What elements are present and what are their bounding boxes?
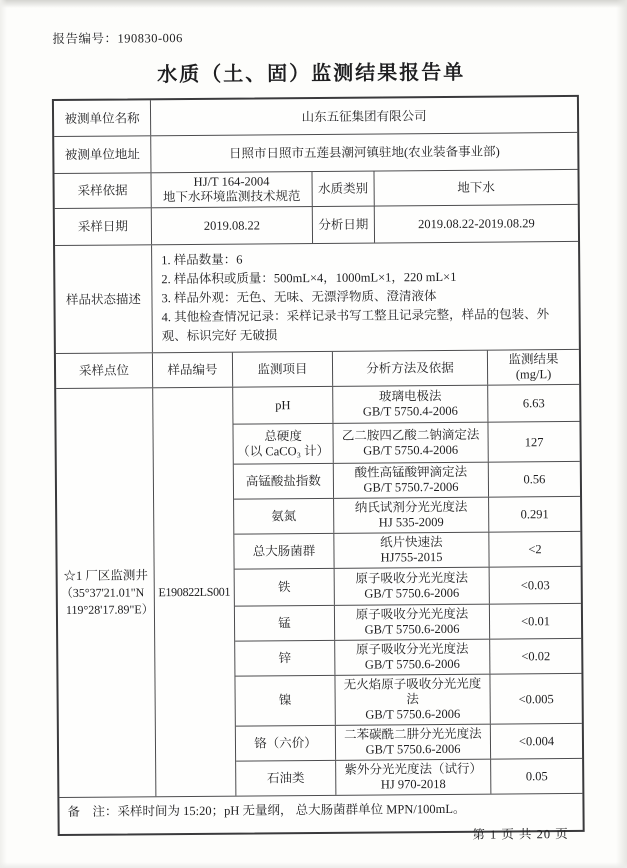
item-cell xyxy=(234,499,334,534)
method-name: 原子吸收分光光度法 xyxy=(355,641,469,657)
sampling-point-cell xyxy=(56,388,156,797)
method-name: 无火焰原子吸收分光光度法 xyxy=(343,676,482,707)
method-cell xyxy=(335,568,490,605)
sample-state-description xyxy=(152,242,579,352)
field-label: 样品状态描述 xyxy=(55,245,153,353)
method-standard: GB/T 5750.6-2006 xyxy=(364,656,460,672)
field-label: 采样日期 xyxy=(55,208,152,245)
row-sample-state xyxy=(55,242,579,354)
header-sampling-point: 采样点位 xyxy=(56,353,153,388)
row-dates xyxy=(55,205,578,246)
result-cell: 0.291 xyxy=(520,507,549,522)
report-number: 报告编号：190830-006 xyxy=(52,31,183,47)
method-cell xyxy=(334,533,489,568)
result-row xyxy=(233,385,579,425)
scan-edge-right xyxy=(616,0,627,868)
header-result xyxy=(488,350,579,385)
method-cell xyxy=(335,640,490,675)
state-line: 2. 样品体积或质量：500mL×4，1000mL×1，220 mL×1 xyxy=(161,269,457,287)
method-standard: GB/T 5750.6-2006 xyxy=(364,621,460,637)
method-cell xyxy=(333,423,488,463)
state-line: 3. 样品外观：无色、无味、无漂浮物质、澄清液体 xyxy=(161,289,437,306)
row-company-name xyxy=(54,97,577,137)
result-row xyxy=(234,497,580,535)
item-cell xyxy=(236,726,336,761)
page-number: 第 1 页 共 20 页 xyxy=(472,827,569,842)
item-cell xyxy=(235,676,335,726)
basis-line2: 地下水环境监测技术规范 xyxy=(162,189,301,205)
method-cell xyxy=(336,760,491,795)
scan-edge-bottom xyxy=(0,862,627,868)
field-label: 水质类别 xyxy=(312,172,374,206)
field-label: 分析日期 xyxy=(313,207,375,243)
results-body xyxy=(56,385,582,798)
method-standard: GB/T 5750.6-2006 xyxy=(364,585,460,601)
header-method: 分析方法及依据 xyxy=(333,351,488,386)
item-cell xyxy=(235,569,335,606)
sampling-point-name: ☆1 厂区监测井 xyxy=(63,567,148,583)
result-cell: <0.004 xyxy=(518,734,555,749)
result-cell: 0.56 xyxy=(523,472,546,487)
result-row xyxy=(235,639,581,677)
item-name: 镍 xyxy=(278,693,292,708)
result-row xyxy=(233,422,579,465)
method-standard: GB/T 5750.4-2006 xyxy=(362,403,458,419)
field-value: 2019.08.22 xyxy=(152,207,313,244)
row-sampling-basis xyxy=(54,170,577,209)
item-name: 总大肠菌群 xyxy=(252,543,316,558)
header-result-line1: 监测结果 xyxy=(508,352,559,367)
method-cell xyxy=(335,605,490,640)
item-name: 锌 xyxy=(278,650,292,665)
method-name: 二苯碳酰二肼分光光度法 xyxy=(344,726,482,742)
method-name: 原子吸收分光光度法 xyxy=(355,570,468,586)
field-value xyxy=(151,172,312,207)
state-line: 1. 样品数量：6 xyxy=(161,252,243,268)
scan-edge-left xyxy=(0,0,7,868)
result-row xyxy=(235,604,581,642)
result-row xyxy=(234,532,580,570)
method-cell xyxy=(335,675,490,725)
basis-line1: HJ/T 164-2004 xyxy=(193,174,270,189)
field-value: 地下水 xyxy=(457,180,495,195)
scan-edge-top xyxy=(0,0,627,8)
method-standard: GB/T 5750.7-2006 xyxy=(363,479,459,495)
method-name: 紫外分光光度法（试行） xyxy=(344,761,482,777)
item-cell xyxy=(233,424,333,464)
result-row xyxy=(236,759,582,796)
result-cell: <0.02 xyxy=(521,649,551,664)
header-item: 监测项目 xyxy=(233,352,333,387)
item-cell xyxy=(234,464,334,499)
result-cell: <0.005 xyxy=(518,691,554,706)
sample-code-cell: E190822LS001 xyxy=(153,388,236,797)
header-result-line2: (mg/L) xyxy=(515,367,552,382)
item-name: 总硬度 xyxy=(264,428,302,443)
item-name: 高锰酸盐指数 xyxy=(245,473,321,489)
result-cell: <0.03 xyxy=(520,578,550,593)
method-cell xyxy=(334,498,489,533)
results-grid xyxy=(233,385,582,796)
method-name: 乙二胺四乙酸二钠滴定法 xyxy=(341,427,480,443)
item-sub: （以 CaCO₃ 计） xyxy=(237,443,330,459)
method-name: 酸性高锰酸钾滴定法 xyxy=(354,464,468,480)
results-header-row xyxy=(56,350,579,389)
item-name: pH xyxy=(275,397,291,412)
note-text: 备 注：采样时间为 15:20；pH 无量纲， 总大肠菌群单位 MPN/100mL。 xyxy=(67,801,466,819)
result-cell: 0.05 xyxy=(525,769,548,784)
result-row xyxy=(235,567,581,607)
method-standard: HJ 535-2009 xyxy=(378,514,444,530)
item-name: 铁 xyxy=(277,579,291,594)
result-row xyxy=(236,724,582,762)
method-name: 玻璃电极法 xyxy=(378,388,442,404)
report-table xyxy=(52,95,585,836)
result-cell: 127 xyxy=(524,434,544,449)
item-cell xyxy=(235,641,335,676)
field-value: 山东五征集团有限公司 xyxy=(301,108,427,124)
state-line: 4. 其他检查情况记录：采样记录书写工整且记录完整，样品的包装、外观、标识完好 无破损 xyxy=(161,307,550,344)
item-cell xyxy=(234,534,334,569)
method-standard: GB/T 5750.6-2006 xyxy=(365,741,461,757)
result-cell: <0.01 xyxy=(520,614,551,629)
method-name: 纸片快速法 xyxy=(380,534,443,550)
method-standard: HJ755-2015 xyxy=(380,549,443,565)
method-standard: GB/T 5750.4-2006 xyxy=(363,442,459,458)
method-cell xyxy=(336,725,491,760)
method-cell xyxy=(333,386,488,423)
field-label: 采样依据 xyxy=(54,173,151,208)
item-name: 氨氮 xyxy=(271,508,297,523)
field-label: 被测单位名称 xyxy=(54,100,151,136)
result-row xyxy=(234,462,580,500)
method-cell xyxy=(334,463,489,498)
item-name: 锰 xyxy=(278,615,291,630)
item-name: 石油类 xyxy=(266,770,305,785)
method-name: 纳氏试剂分光光度法 xyxy=(354,499,468,515)
row-company-address xyxy=(54,133,577,174)
result-cell: <2 xyxy=(528,542,542,557)
item-cell xyxy=(233,387,333,424)
field-label: 被测单位地址 xyxy=(54,136,151,173)
method-standard: GB/T 5750.6-2006 xyxy=(365,706,461,722)
header-sample-code: 样品编号 xyxy=(153,353,233,388)
result-cell: 6.63 xyxy=(522,396,545,411)
result-row xyxy=(235,674,581,727)
item-cell xyxy=(235,606,335,641)
method-standard: HJ 970-2018 xyxy=(380,776,446,792)
field-value: 2019.08.22-2019.08.29 xyxy=(418,216,535,232)
sampling-point-lon: 119°28'17.89"E） xyxy=(65,601,154,617)
field-value: 日照市日照市五莲县潮河镇驻地(农业装备事业部) xyxy=(228,144,500,161)
item-name: 铬（六价） xyxy=(254,735,317,750)
document-title: 水质（土、固）监测结果报告单 xyxy=(157,61,466,87)
item-cell xyxy=(236,761,336,796)
sampling-point-lat: （35°37'21.01"N xyxy=(60,584,145,600)
method-name: 原子吸收分光光度法 xyxy=(355,606,469,622)
